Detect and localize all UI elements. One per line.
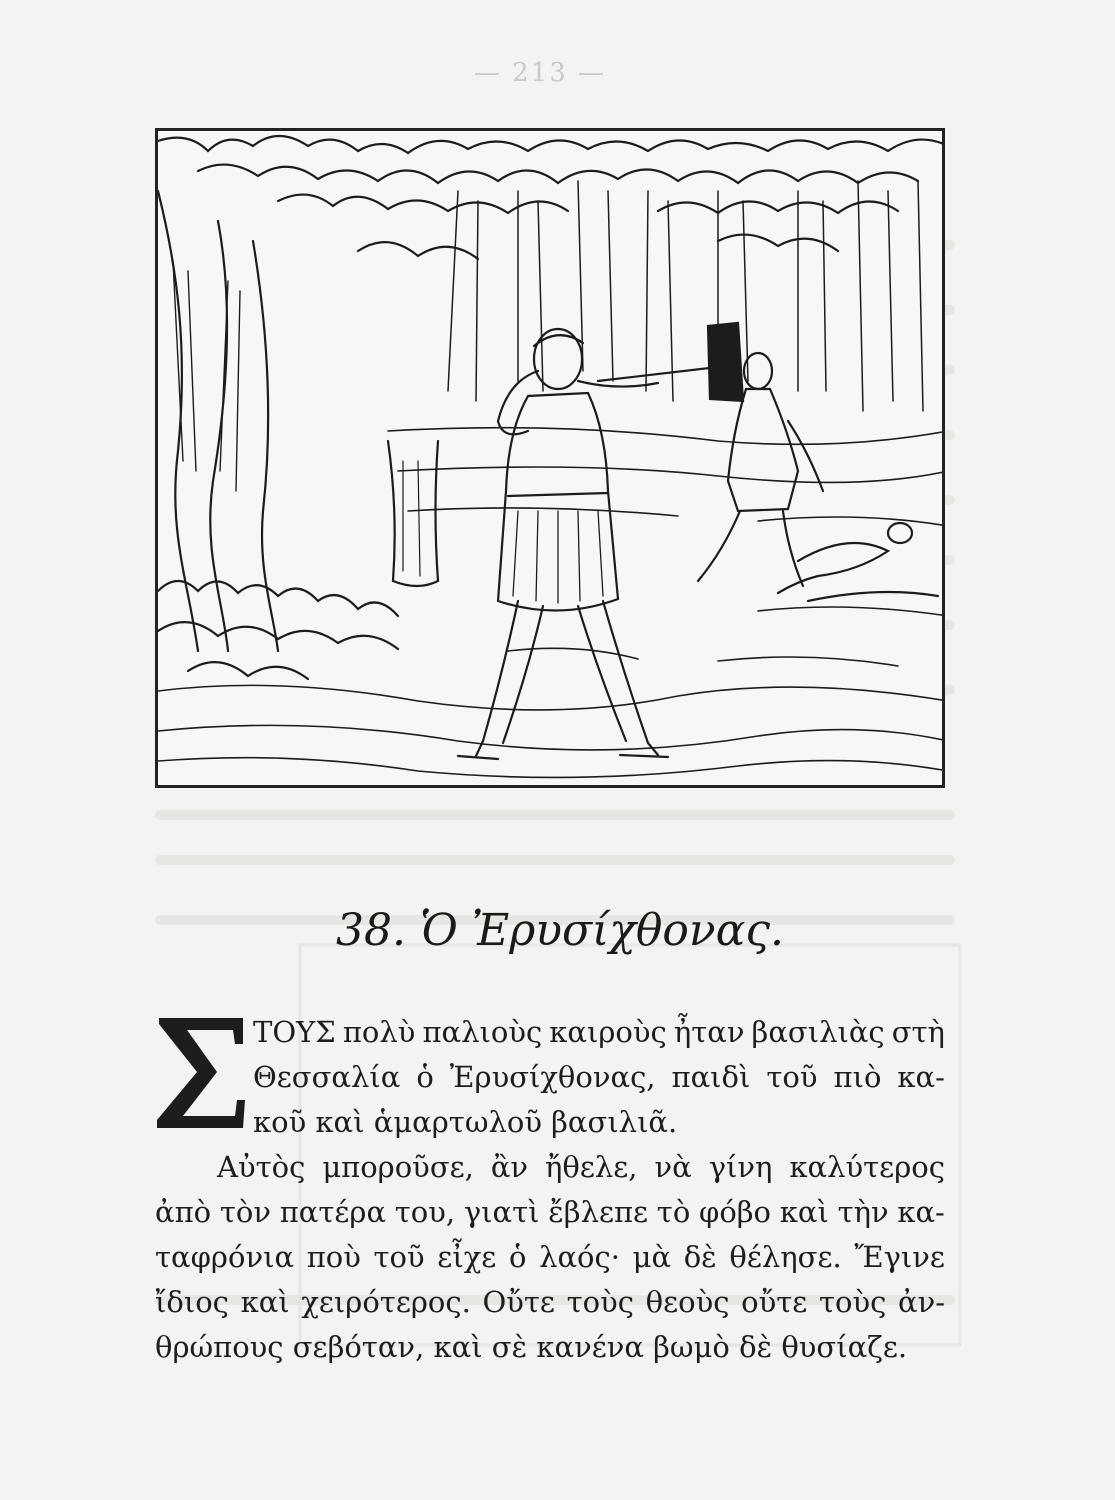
text-line: ἀπὸ τὸν πατέρα του, γιατὶ ἔβλεπε τὸ φόβο καὶ τὴν κα- — [155, 1195, 945, 1229]
woodcut-illustration-icon — [158, 131, 945, 788]
text-line: ταφρόνια ποὺ τοῦ εἶχε ὁ λαός· μὰ δὲ θέλησε. Ἔγινε — [155, 1240, 945, 1274]
text-line: ἴδιος καὶ χειρότερος. Οὔτε τοὺς θεοὺς οὔτε τοὺς ἀν- — [155, 1285, 945, 1319]
text-line: Αὐτὸς μποροῦσε, ἂν ἤθελε, νὰ γίνη καλύτερος — [217, 1150, 945, 1184]
text-line: ΤΟΥΣ πολὺ παλιοὺς καιροὺς ἦταν βασιλιὰς στὴ — [253, 1015, 945, 1049]
page-number: — 213 — — [473, 58, 607, 88]
text-line: θρώπους σεβόταν, καὶ σὲ κανένα βωμὸ δὲ θυσίαζε. — [155, 1330, 908, 1364]
text-line: Θεσσαλία ὁ Ἐρυσίχθονας, παιδὶ τοῦ πιὸ κα- — [253, 1060, 945, 1094]
chapter-title: 38. Ὁ Ἐρυσίχθονας. — [336, 905, 784, 956]
drop-cap-sigma — [155, 1014, 247, 1132]
body-text — [155, 1010, 945, 1370]
woodcut-illustration — [155, 128, 945, 788]
text-line: κοῦ καὶ ἁμαρτωλοῦ βασιλιᾶ. — [253, 1105, 678, 1139]
